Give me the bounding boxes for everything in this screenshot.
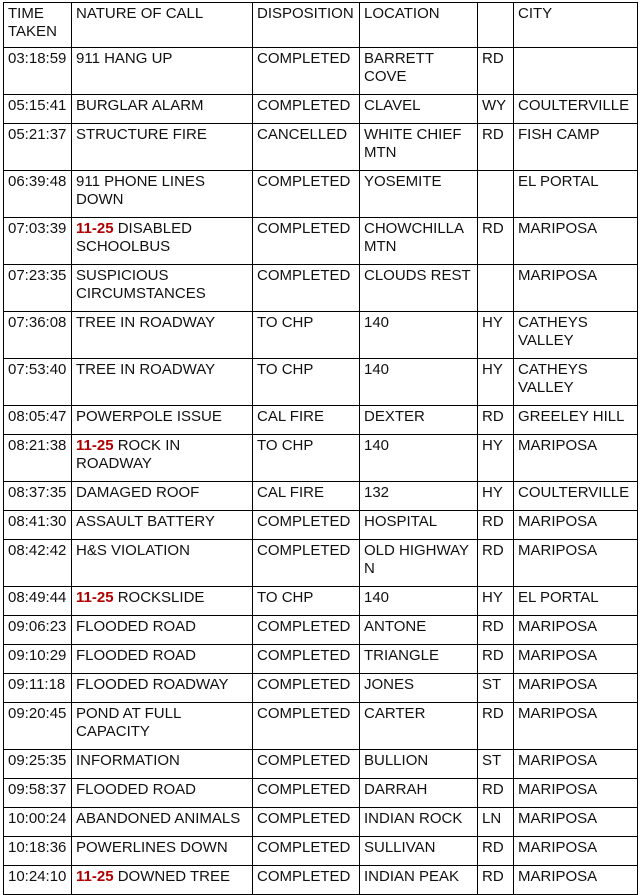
nature-text: FLOODED ROADWAY xyxy=(76,676,229,693)
disposition-cell: COMPLETED xyxy=(253,837,360,866)
disposition-cell: COMPLETED xyxy=(253,866,360,895)
city-cell: MARIPOSA xyxy=(514,866,638,895)
table-row xyxy=(4,645,638,674)
disposition-cell: CANCELLED xyxy=(253,124,360,171)
nature-text: POWERPOLE ISSUE xyxy=(76,408,222,425)
table-row xyxy=(4,48,638,95)
call-log-body xyxy=(4,48,638,895)
disposition-cell: COMPLETED xyxy=(253,265,360,312)
nature-of-call-cell xyxy=(72,866,253,895)
disposition-cell: TO CHP xyxy=(253,312,360,359)
nature-of-call-cell xyxy=(72,674,253,703)
nature-text: INFORMATION xyxy=(76,752,180,769)
nature-of-call-cell xyxy=(72,171,253,218)
street-suffix-cell: RD xyxy=(478,616,514,645)
table-row xyxy=(4,750,638,779)
table-row xyxy=(4,674,638,703)
city-cell: CATHEYS VALLEY xyxy=(514,359,638,406)
city-cell: MARIPOSA xyxy=(514,703,638,750)
time-taken-cell: 07:36:08 xyxy=(4,312,72,359)
disposition-cell: COMPLETED xyxy=(253,95,360,124)
nature-text: TREE IN ROADWAY xyxy=(76,314,216,331)
time-taken-cell: 07:03:39 xyxy=(4,218,72,265)
table-row xyxy=(4,540,638,587)
location-cell: OLD HIGHWAY N xyxy=(360,540,478,587)
table-row xyxy=(4,435,638,482)
time-taken-cell: 09:20:45 xyxy=(4,703,72,750)
location-cell: 140 xyxy=(360,359,478,406)
street-suffix-cell: RD xyxy=(478,406,514,435)
disposition-cell: TO CHP xyxy=(253,587,360,616)
time-taken-cell: 09:06:23 xyxy=(4,616,72,645)
location-cell: WHITE CHIEF MTN xyxy=(360,124,478,171)
nature-text: ASSAULT BATTERY xyxy=(76,513,215,530)
location-cell: CARTER xyxy=(360,703,478,750)
time-taken-cell: 05:21:37 xyxy=(4,124,72,171)
city-cell: MARIPOSA xyxy=(514,808,638,837)
nature-of-call-cell xyxy=(72,95,253,124)
nature-of-call-cell xyxy=(72,482,253,511)
table-row xyxy=(4,779,638,808)
disposition-cell: COMPLETED xyxy=(253,779,360,808)
header-location: LOCATION xyxy=(360,3,478,48)
disposition-cell: COMPLETED xyxy=(253,616,360,645)
time-taken-cell: 10:18:36 xyxy=(4,837,72,866)
table-row xyxy=(4,482,638,511)
city-cell: EL PORTAL xyxy=(514,587,638,616)
disposition-cell: COMPLETED xyxy=(253,645,360,674)
street-suffix-cell: RD xyxy=(478,48,514,95)
city-cell: MARIPOSA xyxy=(514,645,638,674)
location-cell: SULLIVAN xyxy=(360,837,478,866)
street-suffix-cell: HY xyxy=(478,359,514,406)
table-row xyxy=(4,616,638,645)
city-cell: MARIPOSA xyxy=(514,435,638,482)
disposition-cell: COMPLETED xyxy=(253,48,360,95)
city-cell: COULTERVILLE xyxy=(514,95,638,124)
table-row xyxy=(4,808,638,837)
street-suffix-cell: RD xyxy=(478,837,514,866)
nature-of-call-cell xyxy=(72,312,253,359)
call-code: 11-25 xyxy=(76,220,114,237)
header-disposition: DISPOSITION xyxy=(253,3,360,48)
call-log-table xyxy=(3,2,638,895)
street-suffix-cell: LN xyxy=(478,808,514,837)
disposition-cell: COMPLETED xyxy=(253,171,360,218)
city-cell: COULTERVILLE xyxy=(514,482,638,511)
street-suffix-cell: RD xyxy=(478,645,514,674)
city-cell: MARIPOSA xyxy=(514,511,638,540)
header-city: CITY xyxy=(514,3,638,48)
nature-text: POND AT FULL CAPACITY xyxy=(76,705,181,740)
nature-text: ROCKSLIDE xyxy=(117,589,205,606)
nature-text: DOWNED TREE xyxy=(117,868,230,885)
nature-text: H&S VIOLATION xyxy=(76,542,190,559)
header-time-taken: TIME TAKEN xyxy=(4,3,72,48)
location-cell: 140 xyxy=(360,312,478,359)
nature-of-call-cell xyxy=(72,265,253,312)
location-cell: 140 xyxy=(360,587,478,616)
street-suffix-cell: WY xyxy=(478,95,514,124)
nature-text: 911 PHONE LINES DOWN xyxy=(76,173,205,208)
location-cell: BULLION xyxy=(360,750,478,779)
nature-text: 911 HANG UP xyxy=(76,50,173,67)
city-cell: MARIPOSA xyxy=(514,218,638,265)
street-suffix-cell: HY xyxy=(478,435,514,482)
nature-of-call-cell xyxy=(72,808,253,837)
time-taken-cell: 08:37:35 xyxy=(4,482,72,511)
nature-text: FLOODED ROAD xyxy=(76,647,197,664)
nature-of-call-cell xyxy=(72,750,253,779)
time-taken-cell: 09:11:18 xyxy=(4,674,72,703)
nature-of-call-cell xyxy=(72,587,253,616)
table-row xyxy=(4,703,638,750)
disposition-cell: CAL FIRE xyxy=(253,406,360,435)
location-cell: INDIAN PEAK xyxy=(360,866,478,895)
nature-text: POWERLINES DOWN xyxy=(76,839,228,856)
table-row xyxy=(4,866,638,895)
nature-text: ROCK IN ROADWAY xyxy=(76,437,181,472)
location-cell: INDIAN ROCK xyxy=(360,808,478,837)
nature-of-call-cell xyxy=(72,435,253,482)
location-cell: TRIANGLE xyxy=(360,645,478,674)
header-row xyxy=(4,3,638,48)
table-row xyxy=(4,265,638,312)
nature-text: BURGLAR ALARM xyxy=(76,97,204,114)
time-taken-cell: 08:42:42 xyxy=(4,540,72,587)
call-code: 11-25 xyxy=(76,868,114,885)
time-taken-cell: 08:05:47 xyxy=(4,406,72,435)
header-nature-of-call: NATURE OF CALL xyxy=(72,3,253,48)
street-suffix-cell: RD xyxy=(478,124,514,171)
nature-text: FLOODED ROAD xyxy=(76,618,197,635)
time-taken-cell: 07:23:35 xyxy=(4,265,72,312)
location-cell: YOSEMITE xyxy=(360,171,478,218)
street-suffix-cell: RD xyxy=(478,703,514,750)
table-row xyxy=(4,587,638,616)
street-suffix-cell: RD xyxy=(478,866,514,895)
table-row xyxy=(4,218,638,265)
street-suffix-cell: ST xyxy=(478,750,514,779)
city-cell: EL PORTAL xyxy=(514,171,638,218)
city-cell: MARIPOSA xyxy=(514,616,638,645)
location-cell: CHOWCHILLA MTN xyxy=(360,218,478,265)
city-cell: MARIPOSA xyxy=(514,674,638,703)
table-row xyxy=(4,511,638,540)
table-row xyxy=(4,171,638,218)
nature-of-call-cell xyxy=(72,645,253,674)
street-suffix-cell: RD xyxy=(478,511,514,540)
disposition-cell: COMPLETED xyxy=(253,750,360,779)
city-cell: MARIPOSA xyxy=(514,837,638,866)
street-suffix-cell xyxy=(478,265,514,312)
street-suffix-cell xyxy=(478,171,514,218)
location-cell: ANTONE xyxy=(360,616,478,645)
disposition-cell: COMPLETED xyxy=(253,540,360,587)
nature-of-call-cell xyxy=(72,703,253,750)
table-row xyxy=(4,406,638,435)
street-suffix-cell: RD xyxy=(478,218,514,265)
street-suffix-cell: HY xyxy=(478,587,514,616)
nature-of-call-cell xyxy=(72,218,253,265)
street-suffix-cell: RD xyxy=(478,540,514,587)
time-taken-cell: 10:24:10 xyxy=(4,866,72,895)
city-cell: MARIPOSA xyxy=(514,540,638,587)
location-cell: HOSPITAL xyxy=(360,511,478,540)
time-taken-cell: 06:39:48 xyxy=(4,171,72,218)
city-cell: GREELEY HILL xyxy=(514,406,638,435)
nature-text: DISABLED SCHOOLBUS xyxy=(76,220,192,255)
nature-of-call-cell xyxy=(72,837,253,866)
call-code: 11-25 xyxy=(76,437,114,454)
nature-of-call-cell xyxy=(72,540,253,587)
location-cell: DEXTER xyxy=(360,406,478,435)
table-row xyxy=(4,359,638,406)
street-suffix-cell: RD xyxy=(478,779,514,808)
nature-text: ABANDONED ANIMALS xyxy=(76,810,241,827)
table-row xyxy=(4,124,638,171)
location-cell: 132 xyxy=(360,482,478,511)
city-cell: MARIPOSA xyxy=(514,750,638,779)
nature-of-call-cell xyxy=(72,616,253,645)
city-cell xyxy=(514,48,638,95)
disposition-cell: COMPLETED xyxy=(253,218,360,265)
city-cell: CATHEYS VALLEY xyxy=(514,312,638,359)
time-taken-cell: 10:00:24 xyxy=(4,808,72,837)
location-cell: BARRETT COVE xyxy=(360,48,478,95)
time-taken-cell: 08:41:30 xyxy=(4,511,72,540)
city-cell: MARIPOSA xyxy=(514,779,638,808)
disposition-cell: CAL FIRE xyxy=(253,482,360,511)
street-suffix-cell: HY xyxy=(478,482,514,511)
nature-text: TREE IN ROADWAY xyxy=(76,361,216,378)
nature-text: DAMAGED ROOF xyxy=(76,484,200,501)
time-taken-cell: 08:49:44 xyxy=(4,587,72,616)
disposition-cell: COMPLETED xyxy=(253,674,360,703)
time-taken-cell: 05:15:41 xyxy=(4,95,72,124)
time-taken-cell: 09:25:35 xyxy=(4,750,72,779)
nature-text: SUSPICIOUS CIRCUMSTANCES xyxy=(76,267,206,302)
location-cell: JONES xyxy=(360,674,478,703)
header-street-suffix xyxy=(478,3,514,48)
time-taken-cell: 08:21:38 xyxy=(4,435,72,482)
disposition-cell: COMPLETED xyxy=(253,511,360,540)
disposition-cell: TO CHP xyxy=(253,359,360,406)
table-row xyxy=(4,837,638,866)
nature-text: FLOODED ROAD xyxy=(76,781,197,798)
location-cell: DARRAH xyxy=(360,779,478,808)
table-row xyxy=(4,95,638,124)
location-cell: 140 xyxy=(360,435,478,482)
street-suffix-cell: ST xyxy=(478,674,514,703)
table-row xyxy=(4,312,638,359)
nature-of-call-cell xyxy=(72,359,253,406)
nature-of-call-cell xyxy=(72,48,253,95)
location-cell: CLOUDS REST xyxy=(360,265,478,312)
time-taken-cell: 03:18:59 xyxy=(4,48,72,95)
nature-of-call-cell xyxy=(72,124,253,171)
disposition-cell: COMPLETED xyxy=(253,703,360,750)
time-taken-cell: 09:10:29 xyxy=(4,645,72,674)
street-suffix-cell: HY xyxy=(478,312,514,359)
nature-of-call-cell xyxy=(72,406,253,435)
time-taken-cell: 07:53:40 xyxy=(4,359,72,406)
disposition-cell: TO CHP xyxy=(253,435,360,482)
city-cell: MARIPOSA xyxy=(514,265,638,312)
nature-of-call-cell xyxy=(72,779,253,808)
disposition-cell: COMPLETED xyxy=(253,808,360,837)
call-code: 11-25 xyxy=(76,589,114,606)
location-cell: CLAVEL xyxy=(360,95,478,124)
nature-text: STRUCTURE FIRE xyxy=(76,126,207,143)
city-cell: FISH CAMP xyxy=(514,124,638,171)
time-taken-cell: 09:58:37 xyxy=(4,779,72,808)
nature-of-call-cell xyxy=(72,511,253,540)
